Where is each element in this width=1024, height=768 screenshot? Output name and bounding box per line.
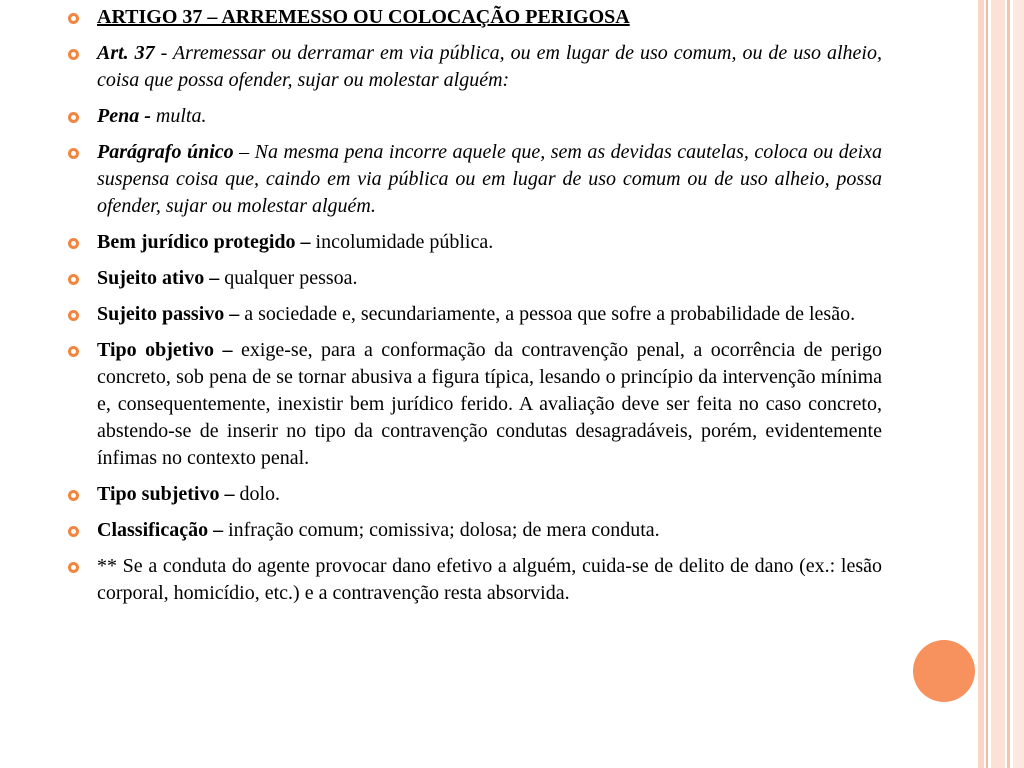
sujeito-ativo-label: Sujeito ativo – bbox=[97, 267, 220, 289]
list-item-sujeito-passivo bbox=[66, 301, 882, 328]
bullet-icon bbox=[68, 112, 79, 123]
sujeito-passivo-label: Sujeito passivo – bbox=[97, 303, 240, 325]
article-text: - Arremessar ou derramar em via pública, ou em lugar de uso comum, ou de uso alheio, coisa que possa ofender, sujar ou molestar alguém: bbox=[97, 42, 882, 91]
list-item-tipo-objetivo bbox=[66, 337, 882, 472]
list-item-article bbox=[66, 40, 882, 94]
decorative-stripe bbox=[991, 0, 1005, 768]
article-label: Art. 37 bbox=[97, 42, 155, 64]
decorative-circle bbox=[913, 640, 975, 702]
list-item-paragrafo bbox=[66, 139, 882, 220]
bullet-icon bbox=[68, 274, 79, 285]
list-item-bem-juridico bbox=[66, 229, 882, 256]
bullet-icon bbox=[68, 346, 79, 357]
tipo-subjetivo-label: Tipo subjetivo – bbox=[97, 483, 235, 505]
tipo-objetivo-label: Tipo objetivo – bbox=[97, 339, 233, 361]
bullet-icon bbox=[68, 526, 79, 537]
paragrafo-label: Parágrafo único bbox=[97, 141, 234, 163]
bullet-list bbox=[66, 4, 882, 616]
bullet-icon bbox=[68, 13, 79, 24]
bullet-icon bbox=[68, 49, 79, 60]
decorative-stripe bbox=[978, 0, 984, 768]
list-item-nota bbox=[66, 553, 882, 607]
bullet-icon bbox=[68, 148, 79, 159]
paragrafo-text: – Na mesma pena incorre aquele que, sem as devidas cautelas, coloca ou deixa suspensa coisa que, caindo em via pública ou em lugar de uso comum ou de uso alheio, possa ofender, sujar ou molestar alguém. bbox=[97, 141, 883, 217]
list-item-pena bbox=[66, 103, 882, 130]
decorative-stripe bbox=[1007, 0, 1010, 768]
tipo-subjetivo-text: dolo. bbox=[234, 483, 281, 505]
bem-juridico-text: incolumidade pública. bbox=[310, 231, 494, 253]
list-item-tipo-subjetivo bbox=[66, 481, 882, 508]
nota-text: ** Se a conduta do agente provocar dano efetivo a alguém, cuida-se de delito de dano (ex.: lesão corporal, homicídio, etc.) e a contravenção resta absorvida. bbox=[97, 555, 882, 604]
decorative-stripe bbox=[1013, 0, 1024, 768]
sujeito-passivo-text: a sociedade e, secundariamente, a pessoa que sofre a probabilidade de lesão. bbox=[239, 303, 856, 325]
classificacao-label: Classificação – bbox=[97, 519, 224, 541]
bem-juridico-label: Bem jurídico protegido – bbox=[97, 231, 311, 253]
sujeito-ativo-text: qualquer pessoa. bbox=[219, 267, 358, 289]
list-item-sujeito-ativo bbox=[66, 265, 882, 292]
slide-title: ARTIGO 37 – ARREMESSO OU COLOCAÇÃO PERIGOSA bbox=[97, 6, 630, 28]
bullet-icon bbox=[68, 238, 79, 249]
list-item-classificacao bbox=[66, 517, 882, 544]
bullet-icon bbox=[68, 310, 79, 321]
list-item-title bbox=[66, 4, 882, 31]
pena-text: multa. bbox=[155, 105, 207, 127]
tipo-objetivo-text: exige-se, para a conformação da contravenção penal, a ocorrência de perigo concreto, sob pena de se tornar abusiva a figura típica, lesando o princípio da intervenção mínima e, consequentemente, inexistir bem jurídico ferido. A avaliação deve ser feita no caso concreto, abstendo-se de inserir no tipo da contravenção condutas desagradáveis, porém, evidentemente ínfimas no contexto penal. bbox=[97, 339, 882, 469]
decorative-stripe bbox=[986, 0, 988, 768]
classificacao-text: infração comum; comissiva; dolosa; de mera conduta. bbox=[223, 519, 660, 541]
bullet-icon bbox=[68, 562, 79, 573]
pena-label: Pena - bbox=[97, 105, 156, 127]
bullet-icon bbox=[68, 490, 79, 501]
